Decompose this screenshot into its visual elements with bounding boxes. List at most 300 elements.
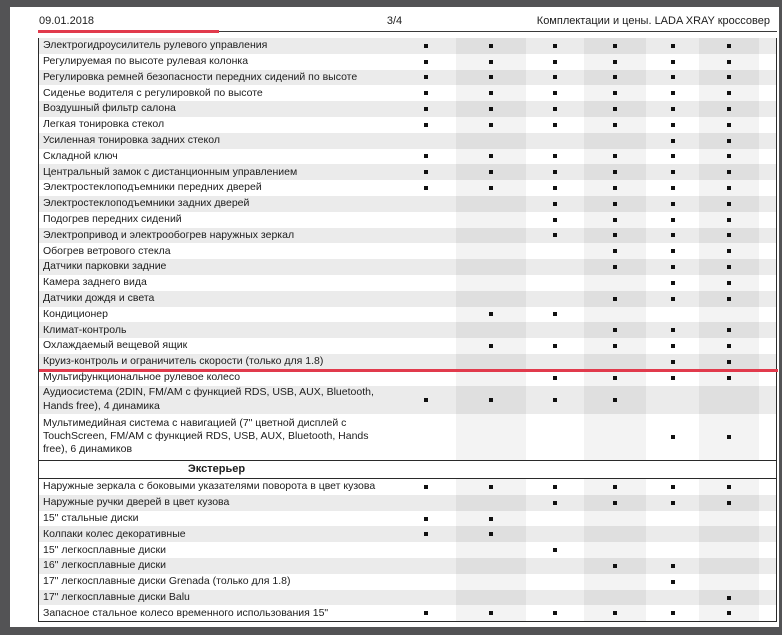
trim-cell <box>396 259 456 275</box>
trim-cell <box>526 243 584 259</box>
feature-label: Регулируемая по высоте рулевая колонка <box>43 55 249 68</box>
included-marker-icon <box>671 44 675 48</box>
table-row <box>39 511 776 527</box>
feature-label: Электрогидроусилитель рулевого управления <box>43 39 268 52</box>
trailing-gap <box>759 414 776 460</box>
included-marker-icon <box>489 75 493 79</box>
included-marker-icon <box>489 91 493 95</box>
trim-cell <box>526 307 584 323</box>
included-marker-icon <box>553 91 557 95</box>
trim-cell <box>584 228 646 244</box>
feature-label: Мультифункциональное рулевое колесо <box>43 371 241 384</box>
table-row <box>39 526 776 542</box>
trim-cell <box>646 495 699 511</box>
feature-label: Сиденье водителя с регулировкой по высоте <box>43 86 263 99</box>
included-marker-icon <box>727 60 731 64</box>
trim-cell <box>526 479 584 495</box>
table-row <box>39 370 776 386</box>
included-marker-icon <box>424 611 428 615</box>
table-row <box>39 322 776 338</box>
trim-cell <box>396 149 456 165</box>
included-marker-icon <box>489 611 493 615</box>
feature-label: Камера заднего вида <box>43 276 147 289</box>
trim-cell <box>699 479 759 495</box>
trim-cell <box>396 133 456 149</box>
trim-cell <box>584 590 646 606</box>
table-row <box>39 101 776 117</box>
included-marker-icon <box>553 548 557 552</box>
trim-cell <box>584 54 646 70</box>
table-row <box>39 386 776 414</box>
trim-cell <box>526 511 584 527</box>
included-marker-icon <box>671 281 675 285</box>
included-marker-icon <box>671 170 675 174</box>
included-marker-icon <box>727 107 731 111</box>
included-marker-icon <box>613 202 617 206</box>
included-marker-icon <box>727 170 731 174</box>
trim-cell <box>526 322 584 338</box>
included-marker-icon <box>671 233 675 237</box>
trailing-gap <box>759 149 776 165</box>
included-marker-icon <box>613 123 617 127</box>
included-marker-icon <box>613 107 617 111</box>
table-row <box>39 479 776 495</box>
included-marker-icon <box>613 75 617 79</box>
feature-label: Датчики дождя и света <box>43 292 155 305</box>
trim-cell <box>396 291 456 307</box>
included-marker-icon <box>671 360 675 364</box>
included-marker-icon <box>671 328 675 332</box>
trailing-gap <box>759 542 776 558</box>
trim-cell <box>699 370 759 386</box>
trim-cell <box>584 149 646 165</box>
trailing-gap <box>759 574 776 590</box>
table-row <box>39 196 776 212</box>
trim-cell <box>456 386 526 414</box>
trim-cell <box>646 574 699 590</box>
included-marker-icon <box>671 218 675 222</box>
feature-label: Электропривод и электрообогрев наружных зеркал <box>43 228 295 241</box>
trim-cell <box>396 38 456 54</box>
trim-cell <box>646 322 699 338</box>
trim-cell <box>646 479 699 495</box>
included-marker-icon <box>489 532 493 536</box>
included-marker-icon <box>671 485 675 489</box>
trailing-gap <box>759 164 776 180</box>
included-marker-icon <box>613 91 617 95</box>
included-marker-icon <box>727 281 731 285</box>
trim-cell <box>396 322 456 338</box>
feature-label: Электростеклоподъемники задних дверей <box>43 197 250 210</box>
trim-cell <box>396 338 456 354</box>
trim-cell <box>584 307 646 323</box>
trim-cell <box>584 338 646 354</box>
included-marker-icon <box>424 154 428 158</box>
trim-cell <box>526 54 584 70</box>
feature-label: 15" стальные диски <box>43 511 139 524</box>
trim-cell <box>456 526 526 542</box>
trim-cell <box>526 574 584 590</box>
included-marker-icon <box>671 435 675 439</box>
trim-cell <box>456 275 526 291</box>
trim-cell <box>456 149 526 165</box>
included-marker-icon <box>489 154 493 158</box>
trim-cell <box>396 54 456 70</box>
included-marker-icon <box>727 186 731 190</box>
included-marker-icon <box>424 532 428 536</box>
included-marker-icon <box>671 202 675 206</box>
trim-cell <box>584 370 646 386</box>
trim-cell <box>396 370 456 386</box>
included-marker-icon <box>424 398 428 402</box>
trim-cell <box>584 275 646 291</box>
trim-cell <box>584 38 646 54</box>
trailing-gap <box>759 307 776 323</box>
trailing-gap <box>759 259 776 275</box>
trim-cell <box>526 526 584 542</box>
table-row <box>39 54 776 70</box>
included-marker-icon <box>553 398 557 402</box>
trim-cell <box>526 149 584 165</box>
feature-label: Запасное стальное колесо временного использования 15" <box>43 606 329 619</box>
trailing-gap <box>759 228 776 244</box>
included-marker-icon <box>489 107 493 111</box>
included-marker-icon <box>424 517 428 521</box>
trim-cell <box>646 275 699 291</box>
trailing-gap <box>759 101 776 117</box>
included-marker-icon <box>553 170 557 174</box>
included-marker-icon <box>553 154 557 158</box>
trim-cell <box>456 370 526 386</box>
trim-cell <box>526 370 584 386</box>
trim-cell <box>584 243 646 259</box>
trim-cell <box>699 164 759 180</box>
included-marker-icon <box>671 107 675 111</box>
trim-cell <box>646 149 699 165</box>
included-marker-icon <box>727 91 731 95</box>
trim-cell <box>526 228 584 244</box>
trim-cell <box>646 338 699 354</box>
table-row <box>39 574 776 590</box>
trim-cell <box>456 291 526 307</box>
trim-cell <box>456 70 526 86</box>
trim-cell <box>456 243 526 259</box>
included-marker-icon <box>613 249 617 253</box>
trim-cell <box>396 212 456 228</box>
included-marker-icon <box>727 344 731 348</box>
trim-cell <box>526 101 584 117</box>
table-row <box>39 338 776 354</box>
included-marker-icon <box>727 139 731 143</box>
trim-cell <box>526 338 584 354</box>
trim-cell <box>456 38 526 54</box>
included-marker-icon <box>613 233 617 237</box>
feature-label: Датчики парковки задние <box>43 260 167 273</box>
trim-cell <box>699 212 759 228</box>
trim-cell <box>646 117 699 133</box>
feature-label: 17" легкосплавные диски Balu <box>43 590 190 603</box>
included-marker-icon <box>613 170 617 174</box>
included-marker-icon <box>613 60 617 64</box>
trim-cell <box>396 180 456 196</box>
trim-cell <box>699 558 759 574</box>
trim-cell <box>456 85 526 101</box>
included-marker-icon <box>727 328 731 332</box>
included-marker-icon <box>727 154 731 158</box>
trim-cell <box>396 574 456 590</box>
trim-cell <box>584 117 646 133</box>
included-marker-icon <box>553 501 557 505</box>
trim-cell <box>526 590 584 606</box>
trim-cell <box>396 101 456 117</box>
trim-cell <box>456 196 526 212</box>
trim-cell <box>456 117 526 133</box>
trim-cell <box>526 259 584 275</box>
trim-cell <box>699 414 759 460</box>
trim-cell <box>526 386 584 414</box>
included-marker-icon <box>727 501 731 505</box>
trim-cell <box>699 322 759 338</box>
table-row <box>39 149 776 165</box>
trailing-gap <box>759 85 776 101</box>
trim-cell <box>396 526 456 542</box>
feature-label: Усиленная тонировка задних стекол <box>43 134 220 147</box>
trim-cell <box>526 85 584 101</box>
feature-label: Подогрев передних сидений <box>43 213 182 226</box>
included-marker-icon <box>553 75 557 79</box>
included-marker-icon <box>671 186 675 190</box>
trim-cell <box>699 149 759 165</box>
included-marker-icon <box>671 297 675 301</box>
trim-cell <box>699 85 759 101</box>
trim-cell <box>456 605 526 621</box>
trim-cell <box>646 212 699 228</box>
document-page <box>10 7 779 627</box>
equipment-table <box>38 38 777 622</box>
trailing-gap <box>759 180 776 196</box>
included-marker-icon <box>727 233 731 237</box>
trailing-gap <box>759 322 776 338</box>
header-title: Комплектации и цены. LADA XRAY кроссовер <box>536 15 770 27</box>
trailing-gap <box>759 212 776 228</box>
included-marker-icon <box>727 249 731 253</box>
trim-cell <box>396 117 456 133</box>
included-marker-icon <box>727 265 731 269</box>
trim-cell <box>584 164 646 180</box>
trim-cell <box>699 542 759 558</box>
trim-cell <box>456 354 526 370</box>
trim-cell <box>584 180 646 196</box>
trailing-gap <box>759 558 776 574</box>
feature-label: Аудиосистема (2DIN, FM/AM с функцией RDS, USB, AUX, Bluetooth, Hands free), 4 динамика <box>43 386 374 412</box>
table-row <box>39 85 776 101</box>
trim-cell <box>584 386 646 414</box>
included-marker-icon <box>553 44 557 48</box>
trim-cell <box>396 386 456 414</box>
included-marker-icon <box>671 564 675 568</box>
feature-label: 15" легкосплавные диски <box>43 543 166 556</box>
trim-cell <box>526 542 584 558</box>
trim-cell <box>646 54 699 70</box>
trim-cell <box>699 196 759 212</box>
trim-cell <box>699 101 759 117</box>
included-marker-icon <box>424 123 428 127</box>
trim-cell <box>646 180 699 196</box>
trim-cell <box>646 101 699 117</box>
included-marker-icon <box>613 398 617 402</box>
included-marker-icon <box>671 60 675 64</box>
included-marker-icon <box>727 611 731 615</box>
feature-label: Электростеклоподъемники передних дверей <box>43 181 262 194</box>
included-marker-icon <box>424 75 428 79</box>
table-row <box>39 605 776 621</box>
trim-cell <box>456 558 526 574</box>
included-marker-icon <box>727 44 731 48</box>
table-row <box>39 542 776 558</box>
trim-cell <box>526 495 584 511</box>
feature-label: Мультимедийная система с навигацией (7" цветной дисплей с TouchScreen, FM/AM с функцией RDS, USB, AUX, Bluetooth, Hands free), 6 динамиков <box>43 416 369 456</box>
trim-cell <box>699 243 759 259</box>
trim-cell <box>699 133 759 149</box>
trailing-gap <box>759 38 776 54</box>
trim-cell <box>699 574 759 590</box>
included-marker-icon <box>489 60 493 64</box>
trim-cell <box>584 291 646 307</box>
section-header-row <box>39 460 776 480</box>
trim-cell <box>646 590 699 606</box>
trim-cell <box>699 495 759 511</box>
trim-cell <box>646 228 699 244</box>
trim-cell <box>646 133 699 149</box>
trim-cell <box>396 495 456 511</box>
feature-label: Кондиционер <box>43 307 108 320</box>
trim-cell <box>396 275 456 291</box>
trim-cell <box>584 196 646 212</box>
trim-cell <box>699 70 759 86</box>
trim-cell <box>699 590 759 606</box>
trim-cell <box>456 228 526 244</box>
table-row <box>39 307 776 323</box>
trim-cell <box>526 558 584 574</box>
trim-cell <box>456 180 526 196</box>
trim-cell <box>646 386 699 414</box>
trim-cell <box>646 526 699 542</box>
trim-cell <box>396 590 456 606</box>
trim-cell <box>456 307 526 323</box>
header-date: 09.01.2018 <box>39 15 95 27</box>
included-marker-icon <box>553 107 557 111</box>
included-marker-icon <box>613 297 617 301</box>
feature-label: Охлаждаемый вещевой ящик <box>43 339 188 352</box>
trim-cell <box>699 275 759 291</box>
trim-cell <box>699 259 759 275</box>
feature-label: Климат-контроль <box>43 323 127 336</box>
trim-cell <box>396 196 456 212</box>
included-marker-icon <box>671 344 675 348</box>
table-row <box>39 180 776 196</box>
trim-cell <box>396 414 456 460</box>
feature-label: Легкая тонировка стекол <box>43 118 165 131</box>
trailing-gap <box>759 243 776 259</box>
included-marker-icon <box>613 485 617 489</box>
trim-cell <box>396 354 456 370</box>
included-marker-icon <box>613 154 617 158</box>
trim-cell <box>699 511 759 527</box>
included-marker-icon <box>727 75 731 79</box>
trim-cell <box>646 307 699 323</box>
included-marker-icon <box>671 611 675 615</box>
trailing-gap <box>759 590 776 606</box>
trim-cell <box>396 558 456 574</box>
trailing-gap <box>759 196 776 212</box>
trim-cell <box>526 275 584 291</box>
included-marker-icon <box>613 186 617 190</box>
feature-label: Воздушный фильтр салона <box>43 102 176 115</box>
trailing-gap <box>759 479 776 495</box>
included-marker-icon <box>553 611 557 615</box>
included-marker-icon <box>613 564 617 568</box>
table-row <box>39 212 776 228</box>
table-rows <box>39 38 776 621</box>
trim-cell <box>526 117 584 133</box>
trim-cell <box>646 70 699 86</box>
trailing-gap <box>759 338 776 354</box>
red-strike-line <box>39 369 778 372</box>
trim-cell <box>584 495 646 511</box>
trim-cell <box>526 291 584 307</box>
included-marker-icon <box>424 60 428 64</box>
trim-cell <box>699 307 759 323</box>
trim-cell <box>699 54 759 70</box>
trim-cell <box>646 511 699 527</box>
feature-label: Складной ключ <box>43 149 118 162</box>
included-marker-icon <box>424 107 428 111</box>
included-marker-icon <box>613 376 617 380</box>
trim-cell <box>584 354 646 370</box>
trim-cell <box>396 479 456 495</box>
included-marker-icon <box>553 218 557 222</box>
trim-cell <box>699 526 759 542</box>
feature-label: Наружные ручки дверей в цвет кузова <box>43 496 230 509</box>
included-marker-icon <box>613 328 617 332</box>
feature-label: Круиз-контроль и ограничитель скорости (только для 1.8) <box>43 355 324 368</box>
trim-cell <box>456 590 526 606</box>
feature-label: Центральный замок с дистанционным управлением <box>43 165 298 178</box>
section-title: Экстерьер <box>187 462 246 475</box>
included-marker-icon <box>424 91 428 95</box>
trim-cell <box>699 38 759 54</box>
trim-cell <box>456 511 526 527</box>
trim-cell <box>699 291 759 307</box>
trim-cell <box>584 574 646 590</box>
trim-cell <box>584 259 646 275</box>
trim-cell <box>646 354 699 370</box>
trim-cell <box>584 558 646 574</box>
included-marker-icon <box>553 376 557 380</box>
trim-cell <box>526 196 584 212</box>
included-marker-icon <box>489 517 493 521</box>
table-row <box>39 275 776 291</box>
trim-cell <box>396 85 456 101</box>
trim-cell <box>699 180 759 196</box>
trim-cell <box>584 322 646 338</box>
trim-cell <box>584 605 646 621</box>
trim-cell <box>699 338 759 354</box>
included-marker-icon <box>727 360 731 364</box>
trailing-gap <box>759 54 776 70</box>
trim-cell <box>456 574 526 590</box>
included-marker-icon <box>727 123 731 127</box>
